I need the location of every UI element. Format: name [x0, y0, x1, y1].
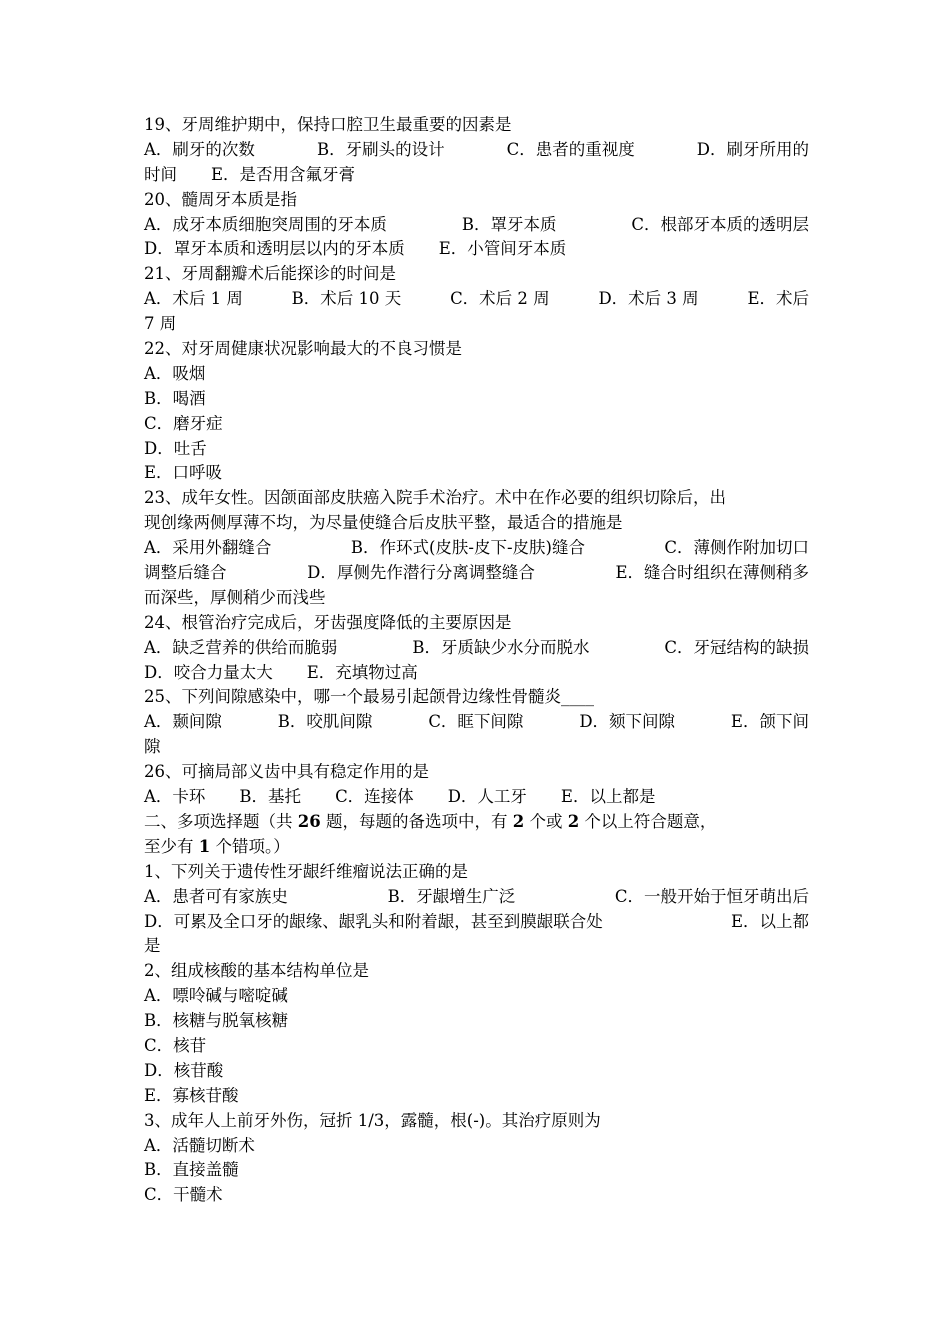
option: B．喝酒	[144, 388, 206, 408]
question-stem-continuation: 现创缘两侧厚薄不均，为尽量使缝合后皮肤平整，最适合的措施是	[144, 513, 623, 533]
question-stem: 22、对牙周健康状况影响最大的不良习惯是	[144, 339, 462, 359]
option: D．颏下间隙	[579, 712, 676, 732]
section-heading-text: 二、多项选择题（共	[144, 811, 298, 831]
option: B．牙龈增生广泛	[387, 886, 516, 906]
option-row	[144, 785, 809, 810]
option: B．牙质缺少水分而脱水	[412, 637, 590, 657]
option: D．吐舌	[144, 438, 207, 458]
section-heading-continuation	[144, 835, 809, 860]
option: D．咬合力量太大	[144, 662, 273, 682]
option-row	[144, 885, 809, 910]
option: B．基托	[239, 787, 302, 807]
option-row	[144, 163, 809, 188]
section-heading-text: 题，每题的备选项中，有	[320, 811, 513, 831]
option: A．成牙本质细胞突周围的牙本质	[144, 214, 387, 234]
option-row	[144, 661, 809, 686]
option-row	[144, 287, 809, 312]
option: E．以上都	[730, 911, 809, 931]
option: A．患者可有家族史	[144, 886, 288, 906]
option: E．是否用含氟牙膏	[211, 164, 356, 184]
option-row	[144, 710, 809, 735]
option: A．吸烟	[144, 363, 206, 383]
option: C．薄侧作附加切口	[664, 538, 809, 558]
option: C．牙冠结构的缺损	[664, 637, 809, 657]
question-stem: 2、组成核酸的基本结构单位是	[144, 961, 369, 981]
option: D．厚侧先作潜行分离调整缝合	[307, 563, 535, 583]
option-continuation: 是	[144, 936, 161, 956]
section-question-count: 26	[297, 811, 321, 831]
option: E．以上都是	[560, 787, 656, 807]
option: C．磨牙症	[144, 413, 223, 433]
option-continuation: 时间	[144, 164, 177, 184]
option: A．采用外翻缝合	[144, 538, 272, 558]
option: B．术后 10 天	[291, 289, 402, 309]
option-continuation: 调整后缝合	[144, 563, 227, 583]
option: D．术后 3 周	[598, 289, 699, 309]
option-row	[144, 910, 809, 935]
option: C．眶下间隙	[428, 712, 524, 732]
option-continuation: 隙	[144, 737, 161, 757]
option: D．刷牙所用的	[696, 139, 809, 159]
option: E．缝合时组织在薄侧稍多	[615, 563, 809, 583]
question-stem: 23、成年女性。因颌面部皮肤癌入院手术治疗。术中在作必要的组织切除后，出	[144, 488, 726, 508]
option: C．连接体	[335, 787, 414, 807]
option: C．干髓术	[144, 1185, 223, 1205]
option: E．口呼吸	[144, 463, 223, 483]
option: C．一般开始于恒牙萌出后	[614, 886, 809, 906]
section-heading-text: 至少有	[144, 836, 199, 856]
option: C．术后 2 周	[450, 289, 550, 309]
section-number: 2	[512, 811, 525, 831]
option: E．术后	[747, 289, 809, 309]
option-row	[144, 636, 809, 661]
option: C．核苷	[144, 1035, 207, 1055]
option: E．充填物过高	[306, 662, 418, 682]
option: C．患者的重视度	[506, 139, 635, 159]
option: B．核糖与脱氧核糖	[144, 1011, 289, 1031]
option: E．小管间牙本质	[438, 239, 567, 259]
option: B．咬肌间隙	[277, 712, 373, 732]
option: D．核苷酸	[144, 1060, 224, 1080]
option-continuation: 7 周	[144, 314, 177, 334]
option: A．颞间隙	[144, 712, 222, 732]
option: A．缺乏营养的供给而脆弱	[144, 637, 338, 657]
option-continuation: 而深些，厚侧稍少而浅些	[144, 587, 326, 607]
question-stem: 1、下列关于遗传性牙龈纤维瘤说法正确的是	[144, 861, 468, 881]
option: E．颌下间	[730, 712, 809, 732]
option: B．罩牙本质	[461, 214, 557, 234]
question-stem: 19、牙周维护期中，保持口腔卫生最重要的因素是	[144, 115, 512, 134]
section-heading-text: 个以上符合题意，	[579, 811, 717, 831]
section-heading-text: 个或	[524, 811, 568, 831]
option: C．根部牙本质的透明层	[631, 214, 809, 234]
option-row	[144, 561, 809, 586]
question-stem: 24、根管治疗完成后，牙齿强度降低的主要原因是	[144, 612, 512, 632]
option: A．刷牙的次数	[144, 139, 255, 159]
section-number: 1	[198, 836, 211, 856]
option: A．嘌呤碱与嘧啶碱	[144, 986, 288, 1006]
option: B．作环式(皮肤-皮下-皮肤)缝合	[350, 538, 585, 558]
section-heading-text: 个错项。）	[210, 836, 290, 856]
option: A．术后 1 周	[144, 289, 243, 309]
option-row	[144, 213, 809, 238]
option: E．寡核苷酸	[144, 1085, 239, 1105]
option: D．罩牙本质和透明层以内的牙本质	[144, 239, 405, 259]
question-stem: 21、牙周翻瓣术后能探诊的时间是	[144, 264, 396, 284]
section-heading	[144, 810, 809, 835]
document-page	[144, 113, 809, 1208]
question-stem: 20、髓周牙本质是指	[144, 189, 297, 209]
question-stem: 3、成年人上前牙外伤，冠折 1/3，露髓，根(-)。其治疗原则为	[144, 1110, 601, 1130]
option-row	[144, 536, 809, 561]
question-stem: 26、可摘局部义齿中具有稳定作用的是	[144, 762, 429, 782]
question-stem: 25、下列间隙感染中，哪一个最易引起颌骨边缘性骨髓炎____	[144, 687, 594, 707]
option-row	[144, 138, 809, 163]
section-number: 2	[567, 811, 580, 831]
option: A．活髓切断术	[144, 1135, 255, 1155]
option: B．直接盖髓	[144, 1160, 239, 1180]
option: B．牙刷头的设计	[316, 139, 445, 159]
option: A．卡环	[144, 787, 206, 807]
option: D．人工牙	[447, 787, 527, 807]
option-row	[144, 237, 809, 262]
option: D．可累及全口牙的龈缘、龈乳头和附着龈，甚至到膜龈联合处	[144, 911, 603, 931]
